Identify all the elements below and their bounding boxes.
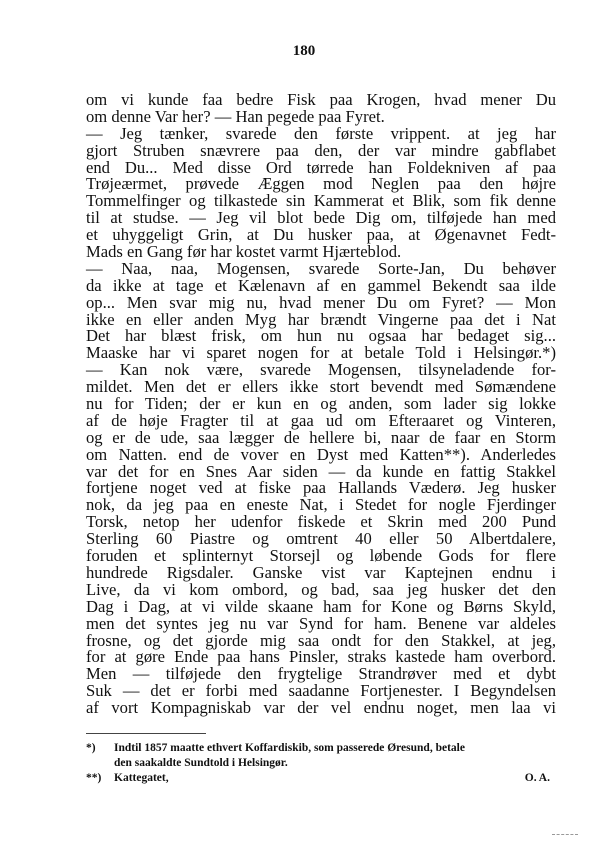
text-line: ikke en eller anden Myg har brændt Vingerne paa det i Nat <box>86 309 556 329</box>
text-line: af vort Kompagniskab var der vel endnu noget, men laa vi <box>86 698 556 718</box>
text-line: og er de ude, saa lægger de hellere bi, naar de faar en Storm <box>86 427 556 447</box>
text-line: mildet. Men det er ellers ikke stort bevendt med Sømændene <box>86 377 556 397</box>
text-line: om Natten. end de vover en Dyst med Katten**). Anderledes <box>86 444 556 464</box>
text-line: for at gøre Ende paa hans Pinsler, straks kastede ham overbord. <box>86 647 556 667</box>
footnote-1 <box>86 741 556 756</box>
text-line: Torsk, netop her udenfor fiskede et Skrin med 200 Pund <box>86 512 556 532</box>
text-line: — Naa, naa, Mogensen, svarede Sorte-Jan, Du behøver <box>86 258 556 278</box>
scan-edge-mark <box>552 834 578 835</box>
text-line: frosne, og det gjorde mig saa ondt for den Stakkel, at jeg, <box>86 630 556 650</box>
footnote-divider <box>86 733 206 734</box>
footnote-2 <box>86 771 556 786</box>
text-line: da ikke at tage et Kælenavn af en gammel Bekendt saa ilde <box>86 275 556 295</box>
text-line: til at studse. — Jeg vil blot bede Dig om, tilføjede han med <box>86 208 556 228</box>
text-line: Trøjeærmet, prøvede Æggen mod Neglen paa den højre <box>86 174 556 194</box>
footnotes <box>86 741 556 786</box>
text-line: Det har blæst frisk, om hun nu ogsaa har bedaget sig... <box>86 326 556 346</box>
text-line: Tommelfinger og tilkastede sin Kammerat et Blik, som fik denne <box>86 191 556 211</box>
footnote-1-mark: *) <box>86 742 96 754</box>
text-line: — Jeg tænker, svarede den første vrippent. at jeg har <box>86 123 556 143</box>
text-line: end Du... Med disse Ord tørrede han Foldekniven af paa <box>86 157 556 177</box>
text-line: Maaske har vi sparet nogen for at betale Told i Helsingør.*) <box>86 343 556 363</box>
author-signature: O. A. <box>524 772 550 784</box>
text-line: men det syntes jeg nu var Synd for ham. Benene var aldeles <box>86 613 556 633</box>
text-line: nok, da jeg paa en eneste Nat, i Stedet for nogle Fjerdinger <box>86 495 556 515</box>
footnote-1-text: Indtil 1857 maatte ethvert Koffardiskib, som passerede Øresund, betale <box>114 742 465 754</box>
footnote-1-continuation: den saakaldte Sundtold i Helsingør. <box>114 757 288 769</box>
text-line: Men — tilføjede den frygtelige Strandrøver med et dybt <box>86 664 556 684</box>
text-line: af de høje Fragter til at gaa ud om Efteraaret og Vinteren, <box>86 410 556 430</box>
text-line: et uhyggeligt Grin, at Du husker paa, at Øgenavnet Fedt- <box>86 225 556 245</box>
text-line: fortjene noget ved at fiske paa Hallands Væderø. Jeg husker <box>86 478 556 498</box>
footnote-2-mark: **) <box>86 772 102 784</box>
text-line: Live, da vi kom ombord, og bad, saa jeg husker det den <box>86 579 556 599</box>
footnote-2-text: Kattegatet, <box>114 772 169 784</box>
text-line: op... Men svar mig nu, hvad mener Du om Fyret? — Mon <box>86 292 556 312</box>
text-line: var det for en Snes Aar siden — da kunde en fattig Stakkel <box>86 461 556 481</box>
body-text <box>86 92 556 717</box>
text-line: om denne Var her? — Han pegede paa Fyret. <box>86 106 385 126</box>
text-line: foruden et splinternyt Storsejl og løbende Gods for flere <box>86 546 556 566</box>
text-line: om vi kunde faa bedre Fisk paa Krogen, hvad mener Du <box>86 90 556 109</box>
text-line: Sterling 60 Piastre og omtrent 40 eller 50 Albertdalere, <box>86 529 556 549</box>
text-line: hundrede Rigsdaler. Ganske vist var Kaptejnen endnu i <box>86 562 556 582</box>
page-number: 180 <box>292 43 316 59</box>
text-line: — Kan nok være, svarede Mogensen, tilsyneladende for- <box>86 360 556 380</box>
text-line: nu for Tiden; der er kun en og anden, som lader sig lokke <box>86 394 556 414</box>
text-line: Mads en Gang før har kostet varmt Hjærteblod. <box>86 242 402 262</box>
text-line: Dag i Dag, at vi vilde skaane ham for Kone og Børns Skyld, <box>86 596 556 616</box>
text-line: Suk — det er forbi med saadanne Fortjenester. I Begyndelsen <box>86 681 556 701</box>
text-line: gjort Struben snævrere paa den, der var mindre gabflabet <box>86 140 556 160</box>
